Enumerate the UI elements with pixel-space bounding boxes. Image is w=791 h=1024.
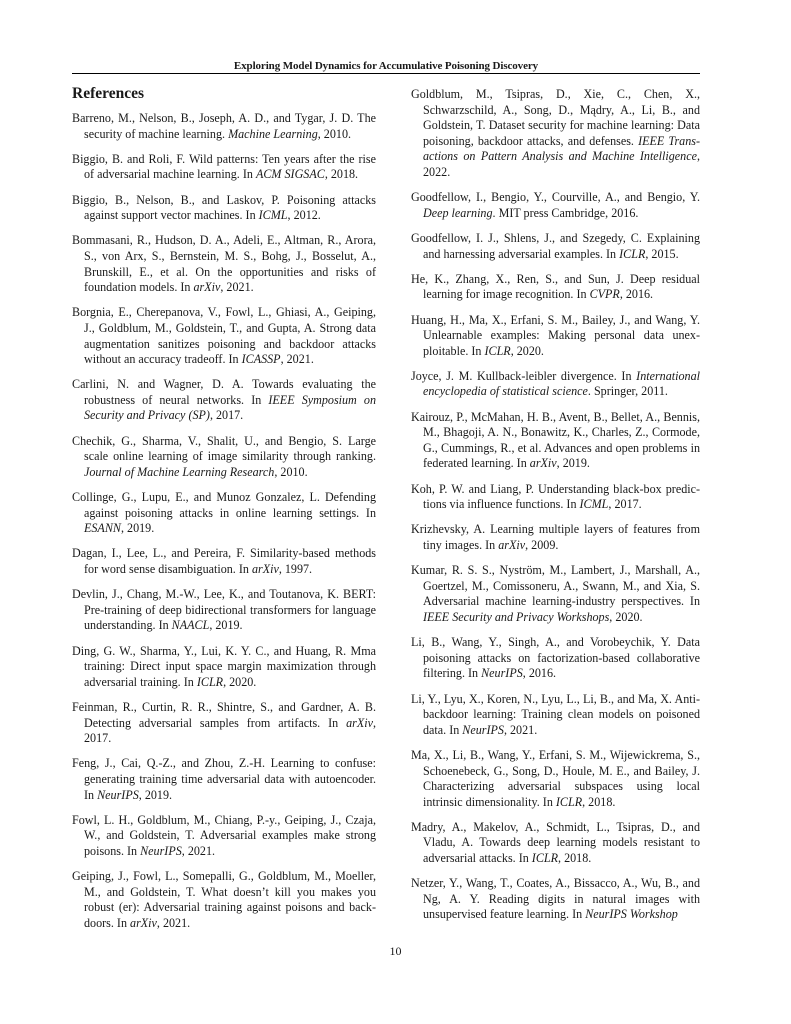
reference-entry [72, 546, 376, 577]
reference-entry [72, 152, 376, 183]
reference-text: Chechik, G., Sharma, V., Shalit, U., and Bengio, S. Large scale online learning of image similarity through ranking. [72, 433, 376, 464]
reference-venue: arXiv [498, 538, 526, 552]
reference-year: , 2016. [522, 666, 557, 681]
reference-venue: ICLR [555, 794, 583, 809]
reference-text: Koh, P. W. and Liang, P. Understanding black-box predictions via influence functions. In [411, 481, 700, 512]
reference-text: Devlin, J., Chang, M.-W., Lee, K., and Toutanova, K. BERT: Pre-training of deep bidirectional transformers for language understanding. In [72, 587, 376, 633]
reference-text: Joyce, J. M. Kullback-leibler divergence. In [411, 368, 637, 383]
reference-text: Biggio, B., Nelson, B., and Laskov, P. Poisoning attacks against support vector machines. In [72, 192, 376, 223]
reference-text: Goodfellow, I. J., Shlens, J., and Szegedy, C. Explaining and harnessing adversarial examples. In [411, 230, 700, 261]
reference-venue: International encyclopedia of statistical science [423, 368, 700, 399]
reference-entry [411, 522, 700, 553]
section-title: References [72, 85, 145, 102]
running-header: Exploring Model Dynamics for Accumulative Poisoning Discovery [233, 60, 539, 72]
reference-entry [411, 410, 700, 472]
reference-entry [72, 813, 376, 860]
reference-text: Huang, H., Ma, X., Erfani, S. M., Bailey, J., and Wang, Y. Unlearnable examples: Making personal data unexploitable. In [411, 312, 700, 358]
reference-year: , 2018. [582, 794, 616, 809]
reference-text: Madry, A., Makelov, A., Schmidt, L., Tsipras, D., and Vladu, A. Towards deep learning models resistant to adversarial attacks. In [411, 819, 700, 866]
reference-venue: arXiv [193, 280, 221, 295]
reference-entry [411, 190, 700, 221]
reference-text: Ding, G. W., Sharma, Y., Lui, K. Y. C., and Huang, R. Mma training: Direct input space margin maximization through adversarial training. In [72, 643, 376, 689]
reference-year: , 2017. [608, 497, 642, 512]
reference-year: , 2015. [645, 246, 679, 261]
reference-entry [72, 111, 376, 142]
reference-text: Biggio, B. and Roli, F. Wild patterns: Ten years after the rise of adversarial machine learning. In [72, 151, 376, 182]
reference-venue: NAACL [171, 618, 210, 633]
reference-year: , 2010. [317, 126, 352, 141]
reference-entry [72, 490, 376, 537]
reference-text: Feng, J., Cai, Q.-Z., and Zhou, Z.-H. Learning to confuse: generating training time adversarial data with autoencoder. In [72, 756, 376, 802]
reference-text: He, K., Zhang, X., Ren, S., and Sun, J. Deep residual learning for image recognition. In [411, 271, 700, 302]
reference-venue: Machine Learning [228, 126, 318, 141]
reference-venue: ICLR [531, 851, 559, 866]
reference-text: Dagan, I., Lee, L., and Pereira, F. Similarity-based methods for word sense disambiguation. In [72, 546, 376, 576]
reference-entry [411, 876, 700, 923]
reference-text: Goldblum, M., Tsipras, D., Xie, C., Chen, X., Schwarzschild, A., Song, D., Mądry, A., Li, B., and Goldstein, T. Dataset security for machine learning: Data poisoning, backdoor attacks, and defenses. [411, 87, 700, 148]
reference-year: , 2020. [510, 343, 544, 358]
reference-entry [72, 434, 376, 481]
reference-entry [411, 563, 700, 625]
reference-venue: arXiv [251, 562, 279, 576]
reference-venue: ICLR [619, 246, 646, 261]
reference-venue: ESANN [84, 521, 121, 536]
reference-text: Kumar, R. S. S., Nyström, M., Lambert, J., Marshall, A., Goertzel, M., Comissoneru, A., Swann, M., and Xia, S. Adversarial machine learning-industry perspectives. In [411, 563, 700, 609]
reference-year: , 1997. [278, 562, 313, 576]
reference-venue: NeurIPS [462, 722, 504, 737]
reference-year: , 2021. [156, 915, 191, 930]
reference-venue: ICLR [484, 343, 511, 358]
reference-entry [72, 193, 376, 224]
reference-list-right [411, 87, 700, 923]
reference-year: , 2018. [558, 851, 592, 866]
reference-entry [72, 587, 376, 634]
reference-venue: NeurIPS [140, 843, 182, 858]
reference-year: , 2017. [209, 408, 244, 423]
references-right-column [411, 87, 700, 933]
reference-year: , 2021. [220, 280, 254, 295]
reference-venue: arXiv [130, 915, 157, 930]
reference-entry [411, 369, 700, 400]
reference-venue: ACM SIGSAC [255, 167, 325, 182]
reference-year: , 2019. [120, 521, 155, 536]
reference-venue: NeurIPS [97, 787, 139, 802]
reference-text: Borgnia, E., Cherepanova, V., Fowl, L., Ghiasi, A., Geiping, J., Goldblum, M., Goldstein, T., and Gupta, A. Strong data augmentation sanitizes poisoning and backdoor attacks without an accuracy tradeoff. In [72, 305, 376, 367]
reference-year: , 2009. [525, 538, 559, 552]
reference-text: Li, B., Wang, Y., Singh, A., and Vorobeychik, Y. Data poisoning attacks on factorization-based collaborative filtering. In [411, 635, 700, 681]
header-rule [72, 73, 700, 74]
reference-year: . MIT press Cambridge, 2016. [492, 205, 639, 220]
reference-year: , 2020. [609, 609, 643, 624]
reference-venue: arXiv [346, 715, 373, 730]
reference-text: Netzer, Y., Wang, T., Coates, A., Bissacco, A., Wu, B., and Ng, A. Y. Reading digits in natural images with unsupervised feature learning. In [411, 876, 700, 922]
reference-year: , 2022. [423, 149, 700, 179]
reference-entry [72, 700, 376, 747]
reference-text: Bommasani, R., Hudson, D. A., Adeli, E., Altman, R., Arora, S., von Arx, S., Bernstein, M. S., Bohg, J., Bosselut, A., Brunskill, E., et al. On the opportunities and risks of foundation models. In [72, 233, 376, 295]
reference-text: Kairouz, P., McMahan, H. B., Avent, B., Bellet, A., Bennis, M., Bhagoji, A. N., Bonawitz, K., Charles, Z., Cormode, G., Cummings, R., et al. Advances and open problems in federated learning. In [411, 409, 700, 471]
reference-text: Fowl, L. H., Goldblum, M., Chiang, P.-y., Geiping, J., Czaja, W., and Goldstein, T. Adversarial examples make strong poisons. In [72, 812, 376, 858]
reference-list-left [72, 111, 376, 931]
page-number: 10 [389, 944, 402, 958]
reference-entry [411, 692, 700, 739]
reference-year: , 2016. [619, 287, 654, 302]
reference-text: Goodfellow, I., Bengio, Y., Courville, A., and Bengio, Y. [411, 190, 700, 205]
reference-year: . Springer, 2011. [587, 384, 668, 399]
reference-venue: ICML [258, 208, 288, 223]
reference-year: , 2018. [324, 167, 359, 182]
reference-entry [411, 482, 700, 513]
reference-entry [411, 820, 700, 867]
reference-venue: Deep learning [423, 205, 493, 220]
reference-text: Barreno, M., Nelson, B., Joseph, A. D., and Tygar, J. D. The security of machine learning. [72, 111, 376, 141]
reference-text: Collinge, G., Lupu, E., and Munoz Gonzalez, L. Defending against poisoning attacks in online learning settings. In [72, 490, 376, 520]
reference-year: , 2019. [138, 787, 173, 802]
reference-entry [72, 377, 376, 424]
reference-entry [411, 231, 700, 262]
reference-text: Li, Y., Lyu, X., Koren, N., Lyu, L., Li, B., and Ma, X. Anti-backdoor learning: Training clean models on poisoned data. In [411, 691, 700, 737]
reference-venue: IEEE Security and Privacy Workshops [423, 609, 610, 624]
reference-venue: ICML [579, 497, 609, 512]
reference-year: , 2019. [556, 456, 590, 471]
reference-venue: Journal of Machine Learning Research [84, 464, 275, 479]
reference-text: Ma, X., Li, B., Wang, Y., Erfani, S. M., Wijewickrema, S., Schoenebeck, G., Song, D., Houle, M. E., and Bailey, J. Characterizing adversarial subspaces using local intrinsic dimensionality. In [411, 747, 700, 809]
reference-entry [72, 644, 376, 691]
reference-year: , 2021. [280, 352, 314, 367]
reference-venue: IEEE Transactions on Pattern Analysis and Machine Intelligence [423, 133, 700, 164]
reference-venue: NeurIPS Workshop [585, 907, 678, 922]
reference-entry [72, 869, 376, 931]
reference-venue: NeurIPS [481, 666, 523, 681]
reference-text: Geiping, J., Fowl, L., Somepalli, G., Goldblum, M., Moeller, M., and Goldstein, T. What doesn’t kill you makes you robust (er): Adversarial training against poisons and backdoors. In [72, 869, 376, 930]
reference-entry [411, 87, 700, 181]
reference-text: Krizhevsky, A. Learning multiple layers of features from tiny images. In [411, 522, 700, 552]
reference-venue: ICLR [196, 674, 224, 689]
reference-venue: arXiv [529, 456, 557, 471]
reference-entry [72, 756, 376, 803]
reference-text: Feinman, R., Curtin, R. R., Shintre, S., and Gardner, A. B. Detecting adversarial samples from artifacts. In [72, 699, 376, 730]
reference-year: , 2021. [503, 722, 538, 737]
references-left-column [72, 84, 376, 941]
reference-year: , 2021. [181, 843, 216, 858]
reference-entry [411, 272, 700, 303]
reference-entry [411, 748, 700, 810]
reference-entry [72, 233, 376, 295]
reference-year: , 2020. [223, 674, 257, 689]
reference-year: , 2017. [84, 715, 376, 746]
reference-year: , 2019. [209, 618, 243, 633]
reference-venue: ICASSP [241, 352, 281, 367]
reference-entry [411, 313, 700, 360]
reference-entry [411, 635, 700, 682]
reference-text: Carlini, N. and Wagner, D. A. Towards evaluating the robustness of neural networks. In [72, 377, 376, 407]
reference-year: , 2010. [274, 464, 308, 479]
reference-venue: CVPR [589, 287, 620, 302]
reference-entry [72, 305, 376, 367]
reference-venue: IEEE Symposium on Security and Privacy (SP) [84, 392, 377, 423]
reference-year: , 2012. [287, 208, 321, 223]
